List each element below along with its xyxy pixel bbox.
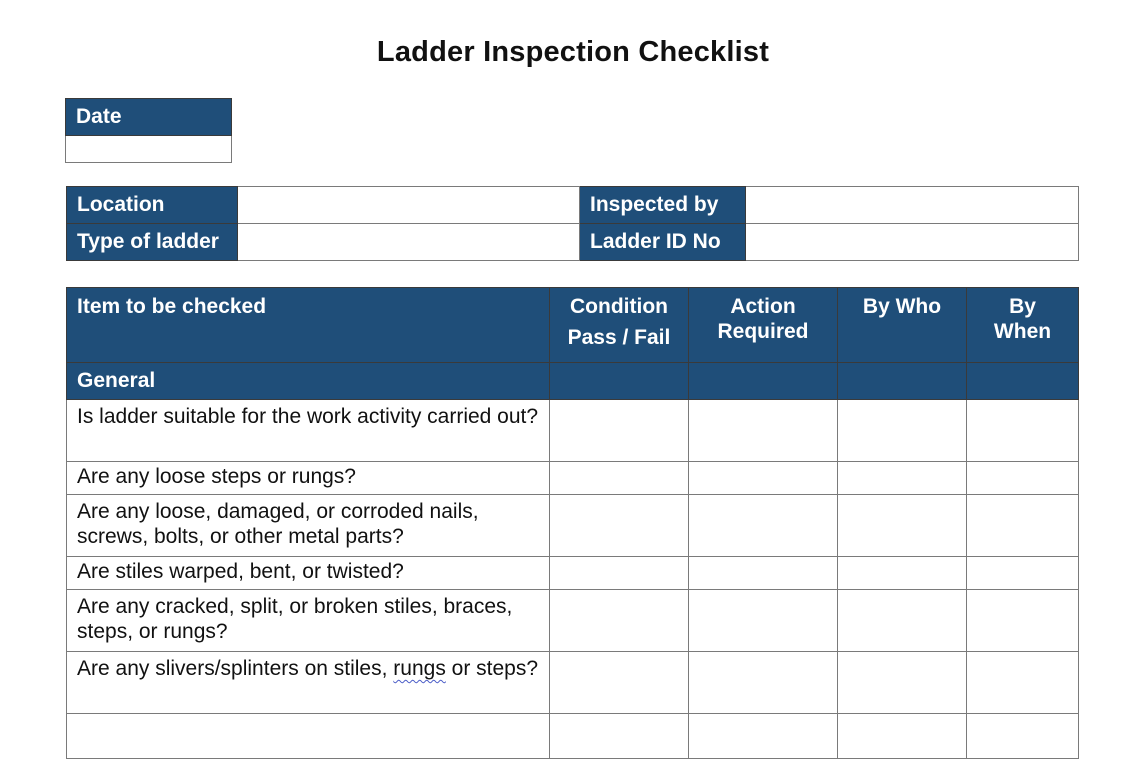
ladder-id-label: Ladder ID No (580, 224, 746, 261)
condition-cell[interactable] (550, 590, 689, 652)
by-who-cell[interactable] (838, 400, 967, 462)
checklist-row (67, 400, 1079, 462)
by-when-cell[interactable] (967, 400, 1079, 462)
condition-cell[interactable] (550, 400, 689, 462)
action-header-line2: Required (717, 320, 809, 343)
item-text: Are stiles warped, bent, or twisted? (67, 557, 550, 590)
checklist-table (66, 287, 1079, 759)
by-when-cell[interactable] (967, 462, 1079, 495)
type-of-ladder-field[interactable] (238, 224, 580, 261)
checklist-header-row (67, 288, 1079, 363)
by-when-cell[interactable] (967, 557, 1079, 590)
by-when-cell[interactable] (967, 652, 1079, 714)
date-label: Date (66, 99, 232, 136)
by-who-cell[interactable] (838, 557, 967, 590)
spellcheck-flagged-word: rungs (393, 657, 446, 680)
section-cell (550, 363, 689, 400)
inspected-by-field[interactable] (746, 187, 1079, 224)
type-of-ladder-label: Type of ladder (67, 224, 238, 261)
column-header-action (689, 288, 838, 363)
checklist-row-partial (67, 714, 1079, 759)
checklist-row (67, 557, 1079, 590)
column-header-item: Item to be checked (67, 288, 550, 363)
section-cell (689, 363, 838, 400)
item-text-part: or steps? (445, 657, 539, 680)
location-label: Location (67, 187, 238, 224)
item-text: Are any loose steps or rungs? (67, 462, 550, 495)
condition-cell[interactable] (550, 495, 689, 557)
by-when-header-line2: When (993, 320, 1052, 343)
section-cell (967, 363, 1079, 400)
page-title: Ladder Inspection Checklist (376, 36, 770, 68)
column-header-condition (550, 288, 689, 363)
section-title: General (67, 363, 550, 400)
condition-cell[interactable] (550, 557, 689, 590)
by-who-cell[interactable] (838, 462, 967, 495)
item-text: Are any cracked, split, or broken stiles, braces, steps, or rungs? (67, 590, 550, 652)
by-when-cell[interactable] (967, 495, 1079, 557)
location-field[interactable] (238, 187, 580, 224)
action-cell[interactable] (689, 714, 838, 759)
by-who-cell[interactable] (838, 495, 967, 557)
action-cell[interactable] (689, 590, 838, 652)
column-header-by-when (967, 288, 1079, 363)
section-cell (838, 363, 967, 400)
action-cell[interactable] (689, 652, 838, 714)
inspected-by-label: Inspected by (580, 187, 746, 224)
checklist-row (67, 652, 1079, 714)
checklist-row (67, 495, 1079, 557)
item-text (67, 714, 550, 759)
section-row-general (67, 363, 1079, 400)
action-header-line1: Action (730, 295, 796, 318)
checklist-row (67, 462, 1079, 495)
ladder-id-field[interactable] (746, 224, 1079, 261)
condition-cell[interactable] (550, 462, 689, 495)
condition-cell[interactable] (550, 652, 689, 714)
action-cell[interactable] (689, 400, 838, 462)
action-cell[interactable] (689, 557, 838, 590)
checklist-row (67, 590, 1079, 652)
action-cell[interactable] (689, 462, 838, 495)
condition-header-line2: Pass / Fail (567, 326, 671, 349)
by-who-cell[interactable] (838, 714, 967, 759)
column-header-by-who: By Who (838, 288, 967, 363)
date-box (65, 98, 232, 163)
by-when-header-line1: By (1009, 295, 1036, 318)
by-who-cell[interactable] (838, 652, 967, 714)
by-when-cell[interactable] (967, 590, 1079, 652)
by-when-cell[interactable] (967, 714, 1079, 759)
item-text-part: Are any slivers/splinters on stiles, (77, 657, 394, 680)
date-field[interactable] (66, 136, 232, 163)
by-who-cell[interactable] (838, 590, 967, 652)
inspection-info-table (66, 186, 1079, 261)
item-text (67, 652, 550, 714)
action-cell[interactable] (689, 495, 838, 557)
item-text: Are any loose, damaged, or corroded nails, screws, bolts, or other metal parts? (67, 495, 550, 557)
condition-header-line1: Condition (570, 295, 668, 318)
item-text: Is ladder suitable for the work activity carried out? (67, 400, 550, 462)
condition-cell[interactable] (550, 714, 689, 759)
